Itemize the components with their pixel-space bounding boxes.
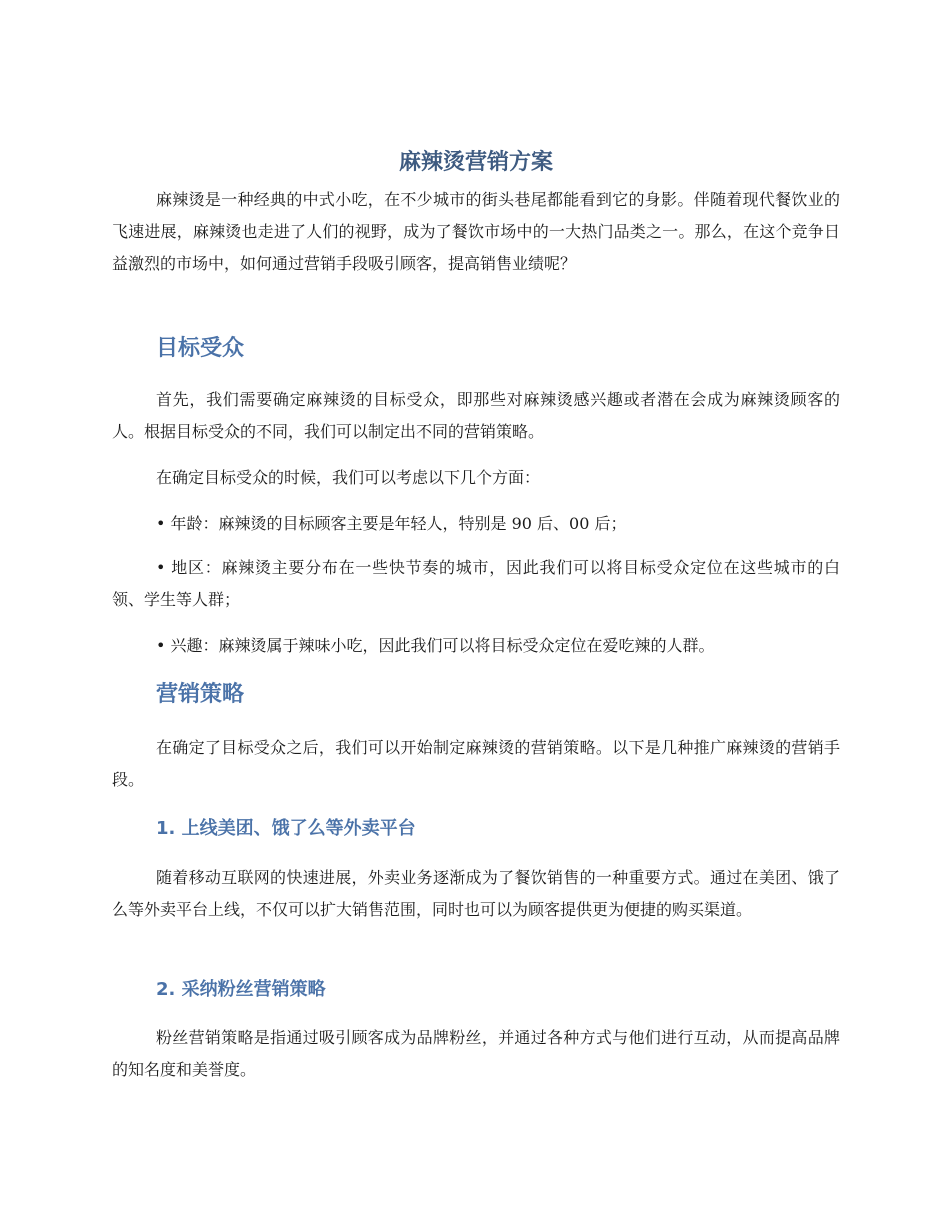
fan-marketing-paragraph: 粉丝营销策略是指通过吸引顾客成为品牌粉丝，并通过各种方式与他们进行互动，从而提高品牌的知名度和美誉度。	[112, 1028, 840, 1079]
section-heading-target-audience: 目标受众	[156, 336, 245, 361]
marketing-strategy-paragraph: 在确定了目标受众之后，我们可以开始制定麻辣烫的营销策略。以下是几种推广麻辣烫的营销手段。	[112, 738, 840, 789]
bullet-item-region: • 地区：麻辣烫主要分布在一些快节奏的城市，因此我们可以将目标受众定位在这些城市的白领、学生等人群；	[112, 558, 840, 609]
document-title: 麻辣烫营销方案	[398, 150, 553, 175]
subsection-heading-delivery-platforms: 1. 上线美团、饿了么等外卖平台	[156, 818, 416, 839]
bullet-item-interest: • 兴趣：麻辣烫属于辣味小吃，因此我们可以将目标受众定位在爱吃辣的人群。	[156, 636, 715, 655]
bullet-item-age: • 年龄：麻辣烫的目标顾客主要是年轻人，特别是 90 后、00 后；	[156, 514, 627, 533]
subsection-heading-fan-marketing: 2. 采纳粉丝营销策略	[156, 979, 326, 1000]
intro-paragraph: 麻辣烫是一种经典的中式小吃，在不少城市的街头巷尾都能看到它的身影。伴随着现代餐饮业的飞速进展，麻辣烫也走进了人们的视野，成为了餐饮市场中的一大热门品类之一。那么，在这个竞争日益激烈的市场中，如何通过营销手段吸引顾客，提高销售业绩呢？	[112, 190, 840, 273]
section-heading-marketing-strategy: 营销策略	[156, 682, 245, 707]
delivery-platforms-paragraph: 随着移动互联网的快速进展，外卖业务逐渐成为了餐饮销售的一种重要方式。通过在美团、饿了么等外卖平台上线，不仅可以扩大销售范围，同时也可以为顾客提供更为便捷的购买渠道。	[112, 868, 840, 919]
target-audience-paragraph-2: 在确定目标受众的时候，我们可以考虑以下几个方面：	[156, 468, 541, 487]
target-audience-paragraph-1: 首先，我们需要确定麻辣烫的目标受众，即那些对麻辣烫感兴趣或者潜在会成为麻辣烫顾客的人。根据目标受众的不同，我们可以制定出不同的营销策略。	[112, 390, 840, 441]
